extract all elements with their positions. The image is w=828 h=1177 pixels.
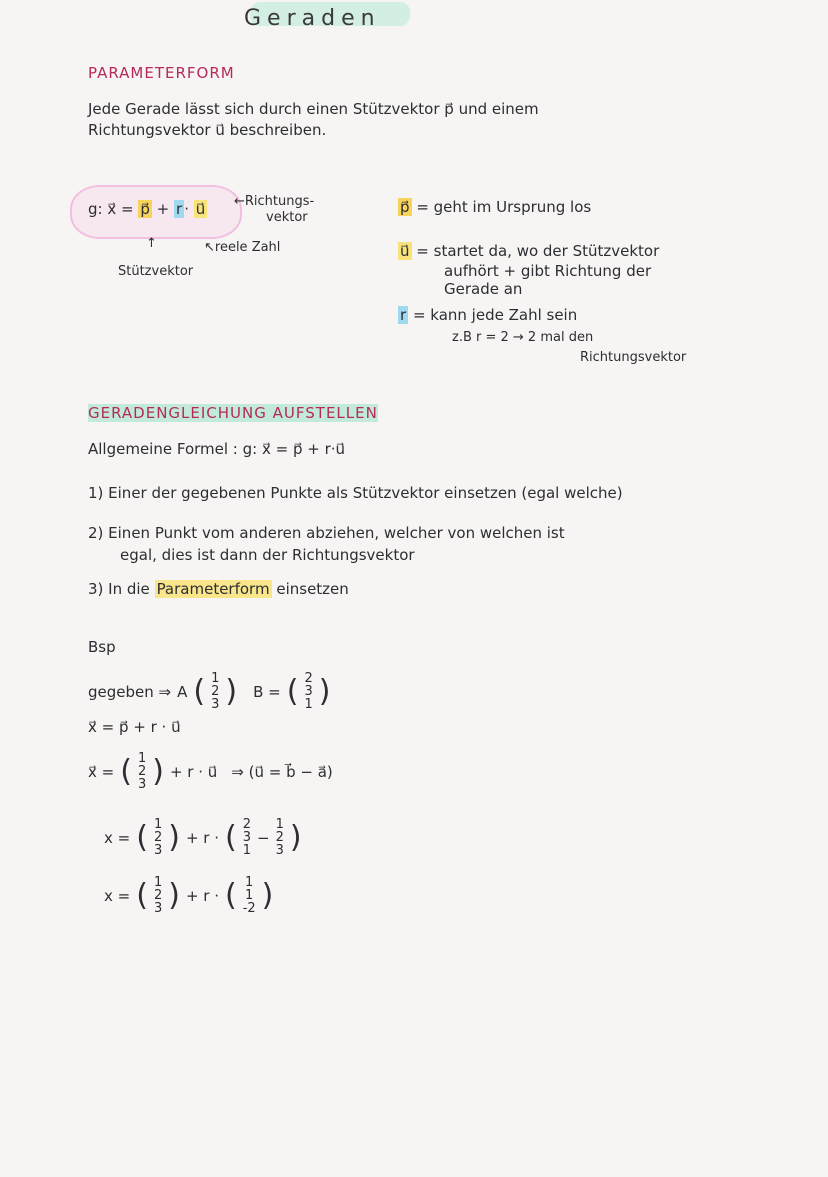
heading-geradengleichung bbox=[88, 404, 378, 422]
line-4-vec-dir-x: 1 bbox=[245, 875, 254, 890]
line-3-vec-y: 2 bbox=[153, 830, 163, 845]
def-p bbox=[398, 198, 591, 216]
general-formula-value: g: x⃗ = p⃗ + r·u⃗ bbox=[242, 440, 346, 458]
label-richtungsvektor-1: ←Richtungs- bbox=[234, 194, 315, 209]
label-stuetzvektor: Stützvektor bbox=[118, 264, 194, 279]
point-a-vector bbox=[211, 672, 219, 711]
point-b-vector bbox=[304, 672, 312, 711]
paren-open-icon: ( bbox=[224, 878, 237, 913]
point-a-x: 1 bbox=[211, 671, 220, 686]
line-3-vec-a-y: 2 bbox=[275, 830, 284, 845]
paren-close-icon: ) bbox=[261, 878, 274, 913]
line-3-vector-b bbox=[243, 818, 251, 857]
step-3-post: einsetzen bbox=[276, 580, 349, 598]
line-3-vector-a bbox=[276, 818, 284, 857]
line-2-vec-y: 2 bbox=[137, 764, 147, 779]
paren-open-icon: ( bbox=[136, 878, 148, 913]
def-r bbox=[398, 306, 577, 324]
def-r-line-2: z.B r = 2 → 2 mal den bbox=[452, 330, 594, 345]
intro-line-2: Richtungsvektor u⃗ beschreiben. bbox=[88, 121, 327, 139]
def-r-line-3: Richtungsvektor bbox=[580, 350, 687, 365]
paren-open-icon: ( bbox=[120, 754, 132, 789]
point-a-name: A bbox=[177, 682, 188, 701]
paren-open-icon: ( bbox=[224, 820, 237, 855]
def-u-line-1: = startet da, wo der Stützvektor bbox=[416, 242, 660, 260]
line-3-minus: − bbox=[256, 828, 270, 847]
point-a-y: 2 bbox=[211, 684, 220, 699]
paren-open-icon: ( bbox=[136, 820, 148, 855]
formula-dot: · bbox=[184, 200, 189, 218]
general-formula-label: Allgemeine Formel : bbox=[88, 440, 238, 458]
line-2-mid: + r · u⃗ bbox=[169, 762, 218, 781]
label-richtungsvektor-2: vektor bbox=[266, 210, 308, 225]
paren-close-icon: ) bbox=[289, 820, 302, 855]
label-reele-zahl: ↖reele Zahl bbox=[204, 240, 281, 255]
point-b-z: 1 bbox=[304, 697, 313, 712]
parameter-formula bbox=[88, 200, 207, 218]
example-line-1: x⃗ = p⃗ + r · u⃗ bbox=[88, 718, 181, 736]
def-p-symbol: p⃗ bbox=[400, 198, 410, 216]
example-line-4 bbox=[104, 876, 273, 915]
formula-p: p⃗ bbox=[140, 200, 150, 218]
example-line-3 bbox=[104, 818, 302, 857]
def-u-line-3: Gerade an bbox=[444, 280, 523, 298]
step-3-pre: 3) In die bbox=[88, 580, 150, 598]
def-u-symbol: u⃗ bbox=[400, 242, 410, 260]
line-2-vector bbox=[138, 752, 146, 791]
def-u bbox=[398, 242, 659, 260]
point-b-x: 2 bbox=[304, 671, 313, 686]
def-r-line-1: = kann jede Zahl sein bbox=[412, 306, 578, 324]
line-4-vector bbox=[154, 876, 162, 915]
line-3-vec-b-x: 2 bbox=[242, 817, 251, 832]
heading-parameterform: PARAMETERFORM bbox=[88, 64, 235, 82]
paren-close-icon: ) bbox=[168, 878, 180, 913]
example-line-2 bbox=[88, 752, 333, 791]
step-3 bbox=[88, 580, 349, 598]
paren-close-icon: ) bbox=[152, 754, 164, 789]
step-2-line-1: 2) Einen Punkt vom anderen abziehen, welcher von welchen ist bbox=[88, 524, 565, 542]
line-4-lhs: x = bbox=[104, 886, 131, 905]
paren-open-icon: ( bbox=[193, 674, 206, 709]
paren-close-icon: ) bbox=[225, 674, 238, 709]
def-p-text: = geht im Ursprung los bbox=[416, 198, 592, 216]
line-3-vec-z: 3 bbox=[153, 843, 163, 858]
example-given: gegeben ⇒ bbox=[88, 682, 172, 701]
line-4-vec-z: 3 bbox=[153, 901, 163, 916]
heading-geradengleichung-text: GERADENGLEICHUNG AUFSTELLEN bbox=[88, 404, 378, 422]
step-3-term: Parameterform bbox=[156, 580, 270, 598]
point-b-y: 3 bbox=[304, 684, 313, 699]
line-4-mid: + r · bbox=[185, 886, 219, 905]
line-2-lhs: x⃗ = bbox=[88, 762, 115, 781]
intro-line-1: Jede Gerade lässt sich durch einen Stützvektor p⃗ und einem bbox=[88, 100, 539, 118]
example-label: Bsp bbox=[88, 638, 116, 656]
line-4-vec-dir-y: 1 bbox=[245, 888, 254, 903]
line-4-vec-y: 2 bbox=[153, 888, 163, 903]
line-3-vec-b-y: 3 bbox=[242, 830, 251, 845]
line-4-vector-dir bbox=[243, 876, 256, 915]
page-title: Geraden bbox=[244, 6, 381, 31]
line-4-vec-x: 1 bbox=[153, 875, 163, 890]
step-1: 1) Einer der gegebenen Punkte als Stützvektor einsetzen (egal welche) bbox=[88, 484, 623, 502]
point-a-z: 3 bbox=[211, 697, 220, 712]
def-r-symbol: r bbox=[400, 306, 407, 324]
formula-prefix: g: x⃗ = bbox=[88, 200, 134, 218]
line-3-vec-a-x: 1 bbox=[275, 817, 284, 832]
arrow-up-icon: ↑ bbox=[146, 236, 157, 251]
point-b-name: B = bbox=[253, 682, 281, 701]
line-3-mid: + r · bbox=[185, 828, 219, 847]
formula-u: u⃗ bbox=[195, 200, 206, 218]
line-3-vec-x: 1 bbox=[153, 817, 163, 832]
formula-plus: + bbox=[156, 200, 170, 218]
formula-r: r bbox=[176, 200, 183, 218]
example-given-row bbox=[88, 672, 330, 711]
general-formula bbox=[88, 440, 345, 458]
line-3-lhs: x = bbox=[104, 828, 131, 847]
line-3-vector bbox=[154, 818, 162, 857]
step-2-line-2: egal, dies ist dann der Richtungsvektor bbox=[120, 546, 415, 564]
line-2-vec-z: 3 bbox=[137, 777, 147, 792]
paren-open-icon: ( bbox=[286, 674, 299, 709]
line-3-vec-b-z: 1 bbox=[242, 843, 251, 858]
line-3-vec-a-z: 3 bbox=[275, 843, 284, 858]
line-2-vec-x: 1 bbox=[137, 751, 147, 766]
paren-close-icon: ) bbox=[318, 674, 331, 709]
paren-close-icon: ) bbox=[168, 820, 180, 855]
def-u-line-2: aufhört + gibt Richtung der bbox=[444, 262, 652, 280]
line-2-note: ⇒ (u⃗ = b⃗ − a⃗) bbox=[231, 762, 333, 781]
line-4-vec-dir-z: -2 bbox=[242, 901, 256, 916]
